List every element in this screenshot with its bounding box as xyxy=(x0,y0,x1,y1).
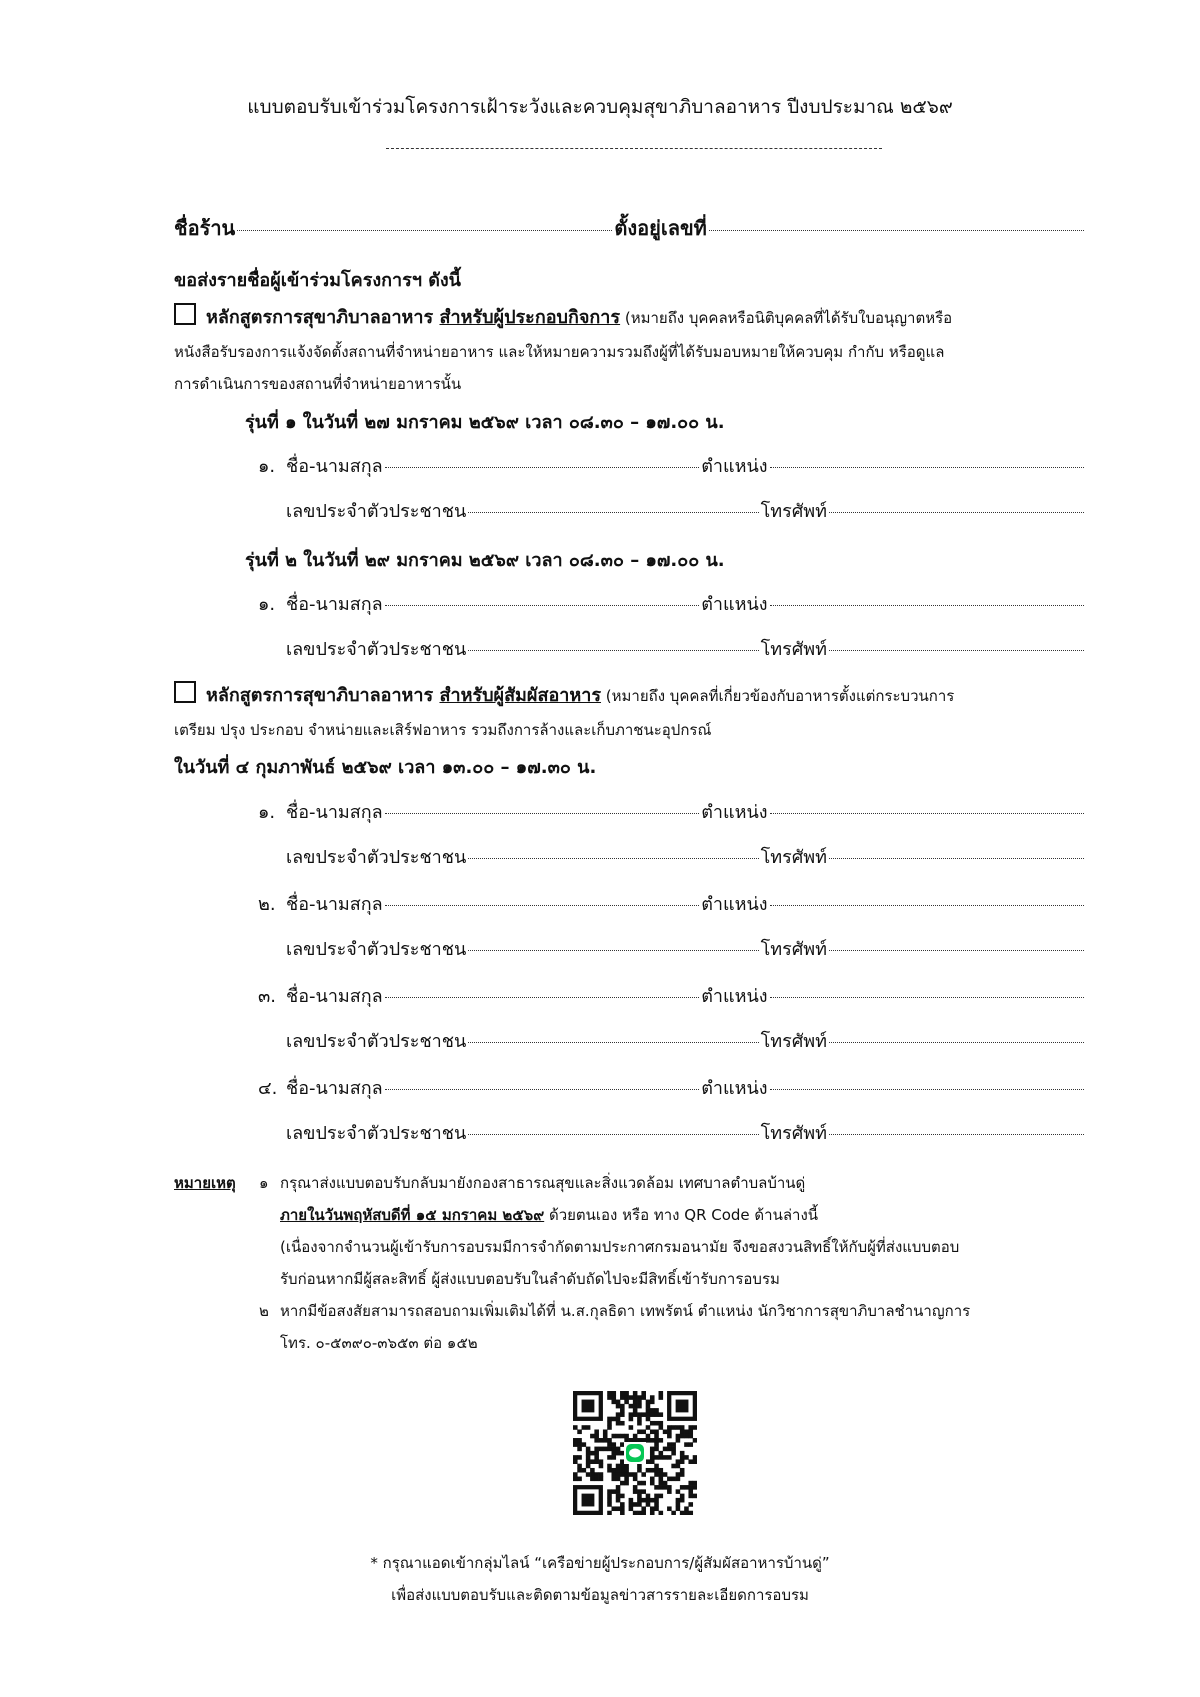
name-field[interactable] xyxy=(385,1089,699,1090)
name-label: ชื่อ-นามสกุล xyxy=(286,894,383,915)
id-card-field[interactable] xyxy=(468,858,758,859)
course1-checkbox[interactable] xyxy=(174,303,196,325)
phone-field[interactable] xyxy=(829,650,1084,651)
name-label: ชื่อ-นามสกุล xyxy=(286,594,383,615)
course1-desc-line2: หนังสือรับรองการแจ้งจัดตั้งสถานที่จำหน่ายอาหาร และให้หมายความรวมถึงผู้ที่ได้รับมอบหมายให้ควบคุม กำกับ หรือดูแล xyxy=(174,343,945,361)
name-field[interactable] xyxy=(385,813,699,814)
round1-row2 xyxy=(286,496,1086,525)
shop-address-field[interactable] xyxy=(709,230,1084,231)
qr-code-icon[interactable] xyxy=(573,1391,697,1515)
course2-desc-line2: เตรียม ปรุง ประกอบ จำหน่ายและเสิร์ฟอาหาร รวมถึงการล้างและเก็บภาชนะอุปกรณ์ xyxy=(174,721,712,739)
name-label: ชื่อ-นามสกุล xyxy=(286,456,383,477)
shop-address-label: ตั้งอยู่เลขที่ xyxy=(614,216,707,240)
id-card-label: เลขประจำตัวประชาชน xyxy=(286,1031,467,1052)
course1-title xyxy=(174,302,952,331)
note1-line4: รับก่อนหากมีผู้สละสิทธิ์ ผู้ส่งแบบตอบรับในลำดับถัดไปจะมีสิทธิ์เข้ารับการอบรม xyxy=(280,1270,780,1288)
shop-row xyxy=(174,212,1086,244)
round1-row1 xyxy=(258,451,1086,480)
phone-field[interactable] xyxy=(829,950,1084,951)
intro-text: ขอส่งรายชื่อผู้เข้าร่วมโครงการฯ ดังนี้ xyxy=(174,270,461,291)
id-card-field[interactable] xyxy=(468,512,758,513)
note1-num: ๑ xyxy=(259,1174,269,1192)
participant3-row2 xyxy=(286,1026,1086,1055)
id-card-label: เลขประจำตัวประชาชน xyxy=(286,939,467,960)
phone-label: โทรศัพท์ xyxy=(760,939,827,960)
qr-code-graphic xyxy=(573,1391,697,1515)
footer-line1: * กรุณาแอดเข้ากลุ่มไลน์ “เครือข่ายผู้ประกอบการ/ผู้สัมผัสอาหารบ้านดู่” xyxy=(370,1554,830,1572)
position-field[interactable] xyxy=(770,905,1084,906)
name-label: ชื่อ-นามสกุล xyxy=(286,802,383,823)
footer-line2: เพื่อส่งแบบตอบรับและติดตามข้อมูลข่าวสารรายละเอียดการอบรม xyxy=(391,1586,809,1604)
shop-name-label: ชื่อร้าน xyxy=(174,216,236,240)
position-field[interactable] xyxy=(770,605,1084,606)
participant1-row1 xyxy=(258,797,1086,826)
course2-title xyxy=(174,680,954,709)
participant4-num: ๔. xyxy=(258,1078,278,1099)
position-field[interactable] xyxy=(770,813,1084,814)
title-divider xyxy=(386,148,882,149)
position-label: ตำแหน่ง xyxy=(701,594,768,615)
phone-field[interactable] xyxy=(829,858,1084,859)
position-field[interactable] xyxy=(770,467,1084,468)
course2-target: สำหรับผู้สัมผัสอาหาร xyxy=(439,685,602,706)
name-label: ชื่อ-นามสกุล xyxy=(286,1078,383,1099)
phone-field[interactable] xyxy=(829,1042,1084,1043)
id-card-field[interactable] xyxy=(468,1042,758,1043)
course2-title-prefix: หลักสูตรการสุขาภิบาลอาหาร xyxy=(206,685,440,706)
course1-target: สำหรับผู้ประกอบกิจการ xyxy=(439,307,621,328)
participant2-row2 xyxy=(286,934,1086,963)
position-label: ตำแหน่ง xyxy=(701,894,768,915)
course2-desc-line1: (หมายถึง บุคคลที่เกี่ยวข้องกับอาหารตั้งแต่กระบวนการ xyxy=(601,687,955,705)
position-label: ตำแหน่ง xyxy=(701,1078,768,1099)
id-card-label: เลขประจำตัวประชาชน xyxy=(286,501,467,522)
id-card-label: เลขประจำตัวประชาชน xyxy=(286,639,467,660)
note2-num: ๒ xyxy=(259,1302,269,1320)
name-field[interactable] xyxy=(385,997,699,998)
phone-field[interactable] xyxy=(829,1134,1084,1135)
id-card-field[interactable] xyxy=(468,650,758,651)
note2-line2: โทร. ๐-๕๓๙๐-๓๖๕๓ ต่อ ๑๕๒ xyxy=(280,1334,478,1352)
name-field[interactable] xyxy=(385,467,699,468)
page-title: แบบตอบรับเข้าร่วมโครงการเฝ้าระวังและควบคุมสุขาภิบาลอาหาร ปีงบประมาณ ๒๕๖๙ xyxy=(247,96,953,118)
round1-heading: รุ่นที่ ๑ ในวันที่ ๒๗ มกราคม ๒๕๖๙ เวลา ๐๘.๓๐ – ๑๗.๐๐ น. xyxy=(245,412,725,433)
phone-label: โทรศัพท์ xyxy=(760,1123,827,1144)
note2-line1: หากมีข้อสงสัยสามารถสอบถามเพิ่มเติมได้ที่ น.ส.กุลธิดา เทพรัตน์ ตำแหน่ง นักวิชาการสุขาภิบาลชำนาญการ xyxy=(280,1302,971,1320)
phone-label: โทรศัพท์ xyxy=(760,847,827,868)
note1-line3: (เนื่องจากจำนวนผู้เข้ารับการอบรมมีการจำกัดตามประกาศกรมอนามัย จึงขอสงวนสิทธิ์ให้กับผู้ที่ส่งแบบตอบ xyxy=(280,1238,960,1256)
name-field[interactable] xyxy=(385,605,699,606)
position-label: ตำแหน่ง xyxy=(701,802,768,823)
shop-name-field[interactable] xyxy=(237,230,612,231)
notes-label: หมายเหตุ xyxy=(174,1174,236,1192)
position-field[interactable] xyxy=(770,997,1084,998)
id-card-label: เลขประจำตัวประชาชน xyxy=(286,1123,467,1144)
id-card-field[interactable] xyxy=(468,950,758,951)
participant4-row2 xyxy=(286,1118,1086,1147)
phone-label: โทรศัพท์ xyxy=(760,1031,827,1052)
round2-row2 xyxy=(286,634,1086,663)
round1-num: ๑. xyxy=(258,456,276,477)
course1-desc-line3: การดำเนินการของสถานที่จำหน่ายอาหารนั้น xyxy=(174,375,462,393)
position-field[interactable] xyxy=(770,1089,1084,1090)
course2-checkbox[interactable] xyxy=(174,681,196,703)
phone-field[interactable] xyxy=(829,512,1084,513)
round2-heading: รุ่นที่ ๒ ในวันที่ ๒๙ มกราคม ๒๕๖๙ เวลา ๐๘.๓๐ – ๑๗.๐๐ น. xyxy=(245,550,725,571)
round2-num: ๑. xyxy=(258,594,276,615)
course1-desc-line1: (หมายถึง บุคคลหรือนิติบุคคลที่ได้รับใบอนุญาตหรือ xyxy=(620,309,953,327)
participant3-num: ๓. xyxy=(258,986,277,1007)
note1-line1: กรุณาส่งแบบตอบรับกลับมายังกองสาธารณสุขและสิ่งแวดล้อม เทศบาลตำบลบ้านดู่ xyxy=(280,1174,806,1192)
participant1-row2 xyxy=(286,842,1086,871)
note1-line2 xyxy=(280,1203,818,1227)
phone-label: โทรศัพท์ xyxy=(760,501,827,522)
participant1-num: ๑. xyxy=(258,802,276,823)
note1-deadline: ภายในวันพฤหัสบดีที่ ๑๕ มกราคม ๒๕๖๙ xyxy=(280,1206,545,1224)
id-card-label: เลขประจำตัวประชาชน xyxy=(286,847,467,868)
participant2-num: ๒. xyxy=(258,894,276,915)
participant4-row1 xyxy=(258,1073,1086,1102)
round2-row1 xyxy=(258,589,1086,618)
participant2-row1 xyxy=(258,889,1086,918)
note1-line2-rest: ด้วยตนเอง หรือ ทาง QR Code ด้านล่างนี้ xyxy=(544,1206,819,1224)
position-label: ตำแหน่ง xyxy=(701,986,768,1007)
name-label: ชื่อ-นามสกุล xyxy=(286,986,383,1007)
phone-label: โทรศัพท์ xyxy=(760,639,827,660)
position-label: ตำแหน่ง xyxy=(701,456,768,477)
course1-title-prefix: หลักสูตรการสุขาภิบาลอาหาร xyxy=(206,307,440,328)
id-card-field[interactable] xyxy=(468,1134,758,1135)
participant3-row1 xyxy=(258,981,1086,1010)
name-field[interactable] xyxy=(385,905,699,906)
course2-date-heading: ในวันที่ ๔ กุมภาพันธ์ ๒๕๖๙ เวลา ๑๓.๐๐ – ๑๗.๓๐ น. xyxy=(174,757,597,778)
